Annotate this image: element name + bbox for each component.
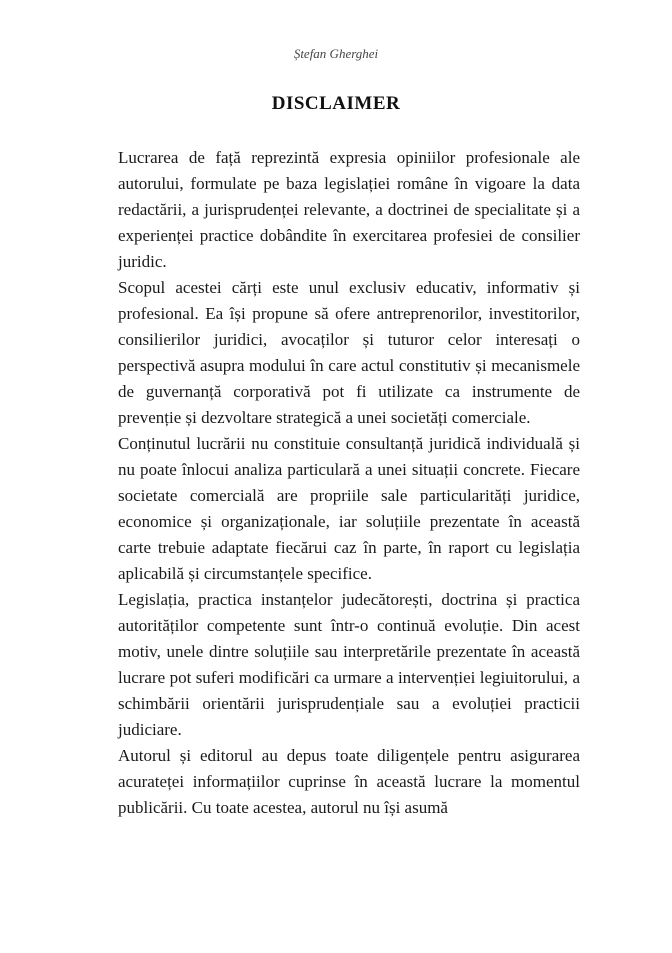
- paragraph: Autorul și editorul au depus toate diligențele pentru asigurarea acurateței informațiilor cuprinse în această lucrare la momentul publicării. Cu toate acestea, autorul nu își asumă: [118, 746, 580, 817]
- running-header: Ștefan Gherghei: [293, 46, 379, 61]
- page-title: DISCLAIMER: [271, 93, 401, 114]
- paragraph: Legislația, practica instanțelor judecătorești, doctrina și practica autorităților competente sunt într-o continuă evoluție. Din acest motiv, unele dintre soluțiile sau interpretările prezentate în această lucrare pot suferi modificări ca urmare a intervenției legiuitorului, a schimbării orientării jurisprudențiale sau a evoluției practicii judiciare.: [118, 590, 580, 739]
- paragraph: Scopul acestei cărți este unul exclusiv educativ, informativ și profesional. Ea își propune să ofere antreprenorilor, investitorilor, consilierilor juridici, avocaților și tuturor celor interesați o perspectivă asupra modului în care actul constitutiv și mecanismele de guvernanță corporativă pot fi utilizate ca instrumente de prevenție și dezvoltare strategică a unei societăți comerciale.: [118, 278, 580, 427]
- disclaimer-body: [118, 145, 580, 821]
- paragraph: Lucrarea de față reprezintă expresia opiniilor profesionale ale autorului, formulate pe baza legislației române în vigoare la data redactării, a jurisprudenței relevante, a doctrinei de specialitate și a experienței practice dobândite în exercitarea profesiei de consilier juridic.: [118, 148, 580, 271]
- paragraph: Conținutul lucrării nu constituie consultanță juridică individuală și nu poate înlocui analiza particulară a unei situații concrete. Fiecare societate comercială are propriile sale particularități juridice, economice și organizaționale, iar soluțiile prezentate în această carte trebuie adaptate fiecărui caz în parte, în raport cu legislația aplicabilă și circumstanțele specifice.: [118, 434, 580, 583]
